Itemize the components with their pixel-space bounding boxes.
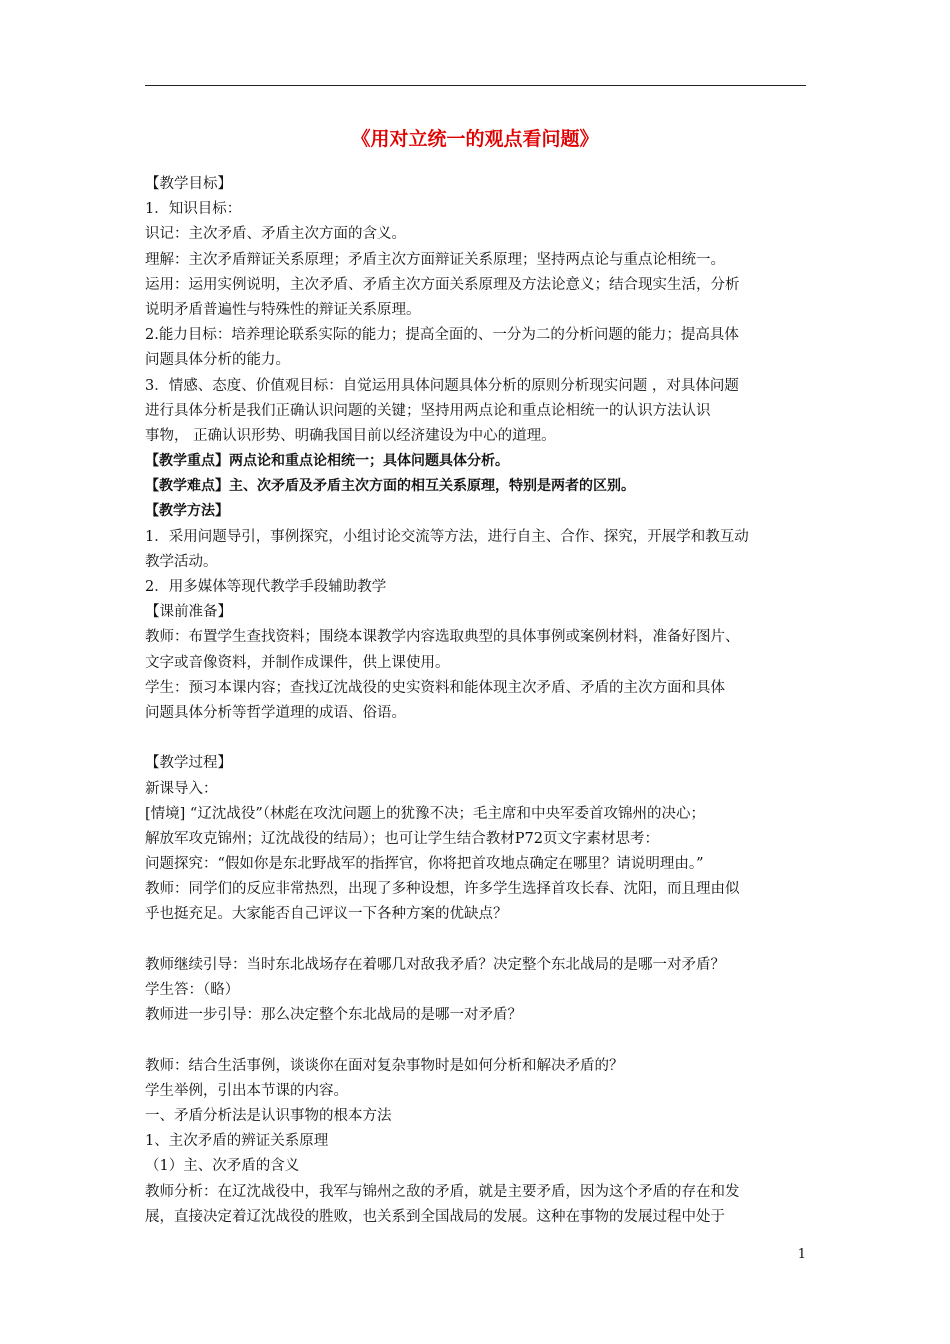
header-rule [145,85,806,86]
text-line: 进行具体分析是我们正确认识问题的关键；坚持用两点论和重点论相统一的认识方法认识 [145,402,711,419]
text-line: 事物， 正确认识形势、明确我国目前以经济建设为中心的道理。 [145,427,556,444]
text-line: 【教学重点】两点论和重点论相统一；具体问题具体分析。 [145,453,509,470]
text-line: [情境] “辽沈战役”（林彪在攻沈问题上的犹豫不决；毛主席和中央军委首攻锦州的决心； [145,805,705,822]
text-line: 教师：结合生活事例，谈谈你在面对复杂事物时是如何分析和解决矛盾的？ [145,1057,624,1074]
text-line: （1）主、次矛盾的含义 [145,1158,300,1175]
text-line: 问题探究：“假如你是东北野战军的指挥官，你将把首攻地点确定在哪里？请说明理由。” [145,856,704,873]
document-title: 《用对立统一的观点看问题》 [351,128,599,150]
text-line: 问题具体分析等哲学道理的成语、俗语。 [145,704,406,721]
page-number: 1 [797,1247,806,1262]
text-line: 2．用多媒体等现代教学手段辅助教学 [145,579,387,595]
text-line: 1．采用问题导引，事例探究，小组讨论交流等方法，进行自主、合作、探究，开展学和教互动 [145,528,749,545]
text-line: 新课导入： [145,780,218,797]
text-line: 2.能力目标：培养理论联系实际的能力；提高全面的、一分为二的分析问题的能力；提高具体 [145,327,739,344]
text-line: 教学活动。 [145,553,218,570]
text-line: 3．情感、态度、价值观目标：自觉运用具体问题具体分析的原则分析现实问题 ，对具体问题 [145,377,739,394]
text-line: 解放军攻克锦州；辽沈战役的结局）；也可让学生结合教材P72页文字素材思考： [145,830,659,847]
text-line: 【教学方法】 [145,503,229,520]
text-line: 【教学目标】 [145,176,232,192]
text-line: 问题具体分析的能力。 [145,352,290,369]
blank-line [145,928,808,953]
text-line: 【教学过程】 [145,755,232,772]
text-line: 教师分析：在辽沈战役中，我军与锦州之敌的矛盾，就是主要矛盾，因为这个矛盾的存在和发 [145,1183,740,1200]
text-line: 教师：布置学生查找资料；围绕本课教学内容选取典型的具体事例或案例材料，准备好图片、 [145,629,740,646]
text-line: 教师继续引导：当时东北战场存在着哪几对敌我矛盾？决定整个东北战局的是哪一对矛盾？ [145,956,725,973]
text-line: 【课前准备】 [145,604,232,621]
text-line: 乎也挺充足。大家能否自己评议一下各种方案的优缺点？ [145,906,508,923]
text-line: 文字或音像资料，并制作成课件，供上课使用。 [145,654,450,671]
text-line: 学生答：（略） [145,982,240,998]
text-line: 学生举例，引出本节课的内容。 [145,1082,348,1099]
text-line: 理解：主次矛盾辩证关系原理；矛盾主次方面辩证关系原理；坚持两点论与重点论相统一。 [145,251,725,268]
blank-line [145,726,808,751]
text-line: 【教学难点】主、次矛盾及矛盾主次方面的相互关系原理，特别是两者的区别。 [145,478,635,495]
text-line: 运用：运用实例说明，主次矛盾、矛盾主次方面关系原理及方法论意义；结合现实生活，分析 [145,276,740,293]
text-line: 教师进一步引导：那么决定整个东北战局的是哪一对矛盾？ [145,1007,522,1024]
text-line: 一、矛盾分析法是认识事物的根本方法 [145,1107,392,1124]
text-line: 展，直接决定着辽沈战役的胜败，也关系到全国战局的发展。这种在事物的发展过程中处于 [145,1208,725,1225]
text-line: 1、主次矛盾的辨证关系原理 [145,1133,329,1150]
text-line: 学生：预习本课内容；查找辽沈战役的史实资料和能体现主次矛盾、矛盾的主次方面和具体 [145,679,725,696]
text-line: 说明矛盾普遍性与特殊性的辩证关系原理。 [145,301,421,318]
text-line: 识记：主次矛盾、矛盾主次方面的含义。 [145,226,406,243]
document-body [145,172,808,1230]
text-line: 教师：同学们的反应非常热烈，出现了多种设想，许多学生选择首攻长春、沈阳，而且理由似 [145,881,740,898]
blank-line [145,1028,808,1053]
text-line: 1．知识目标： [145,201,242,218]
